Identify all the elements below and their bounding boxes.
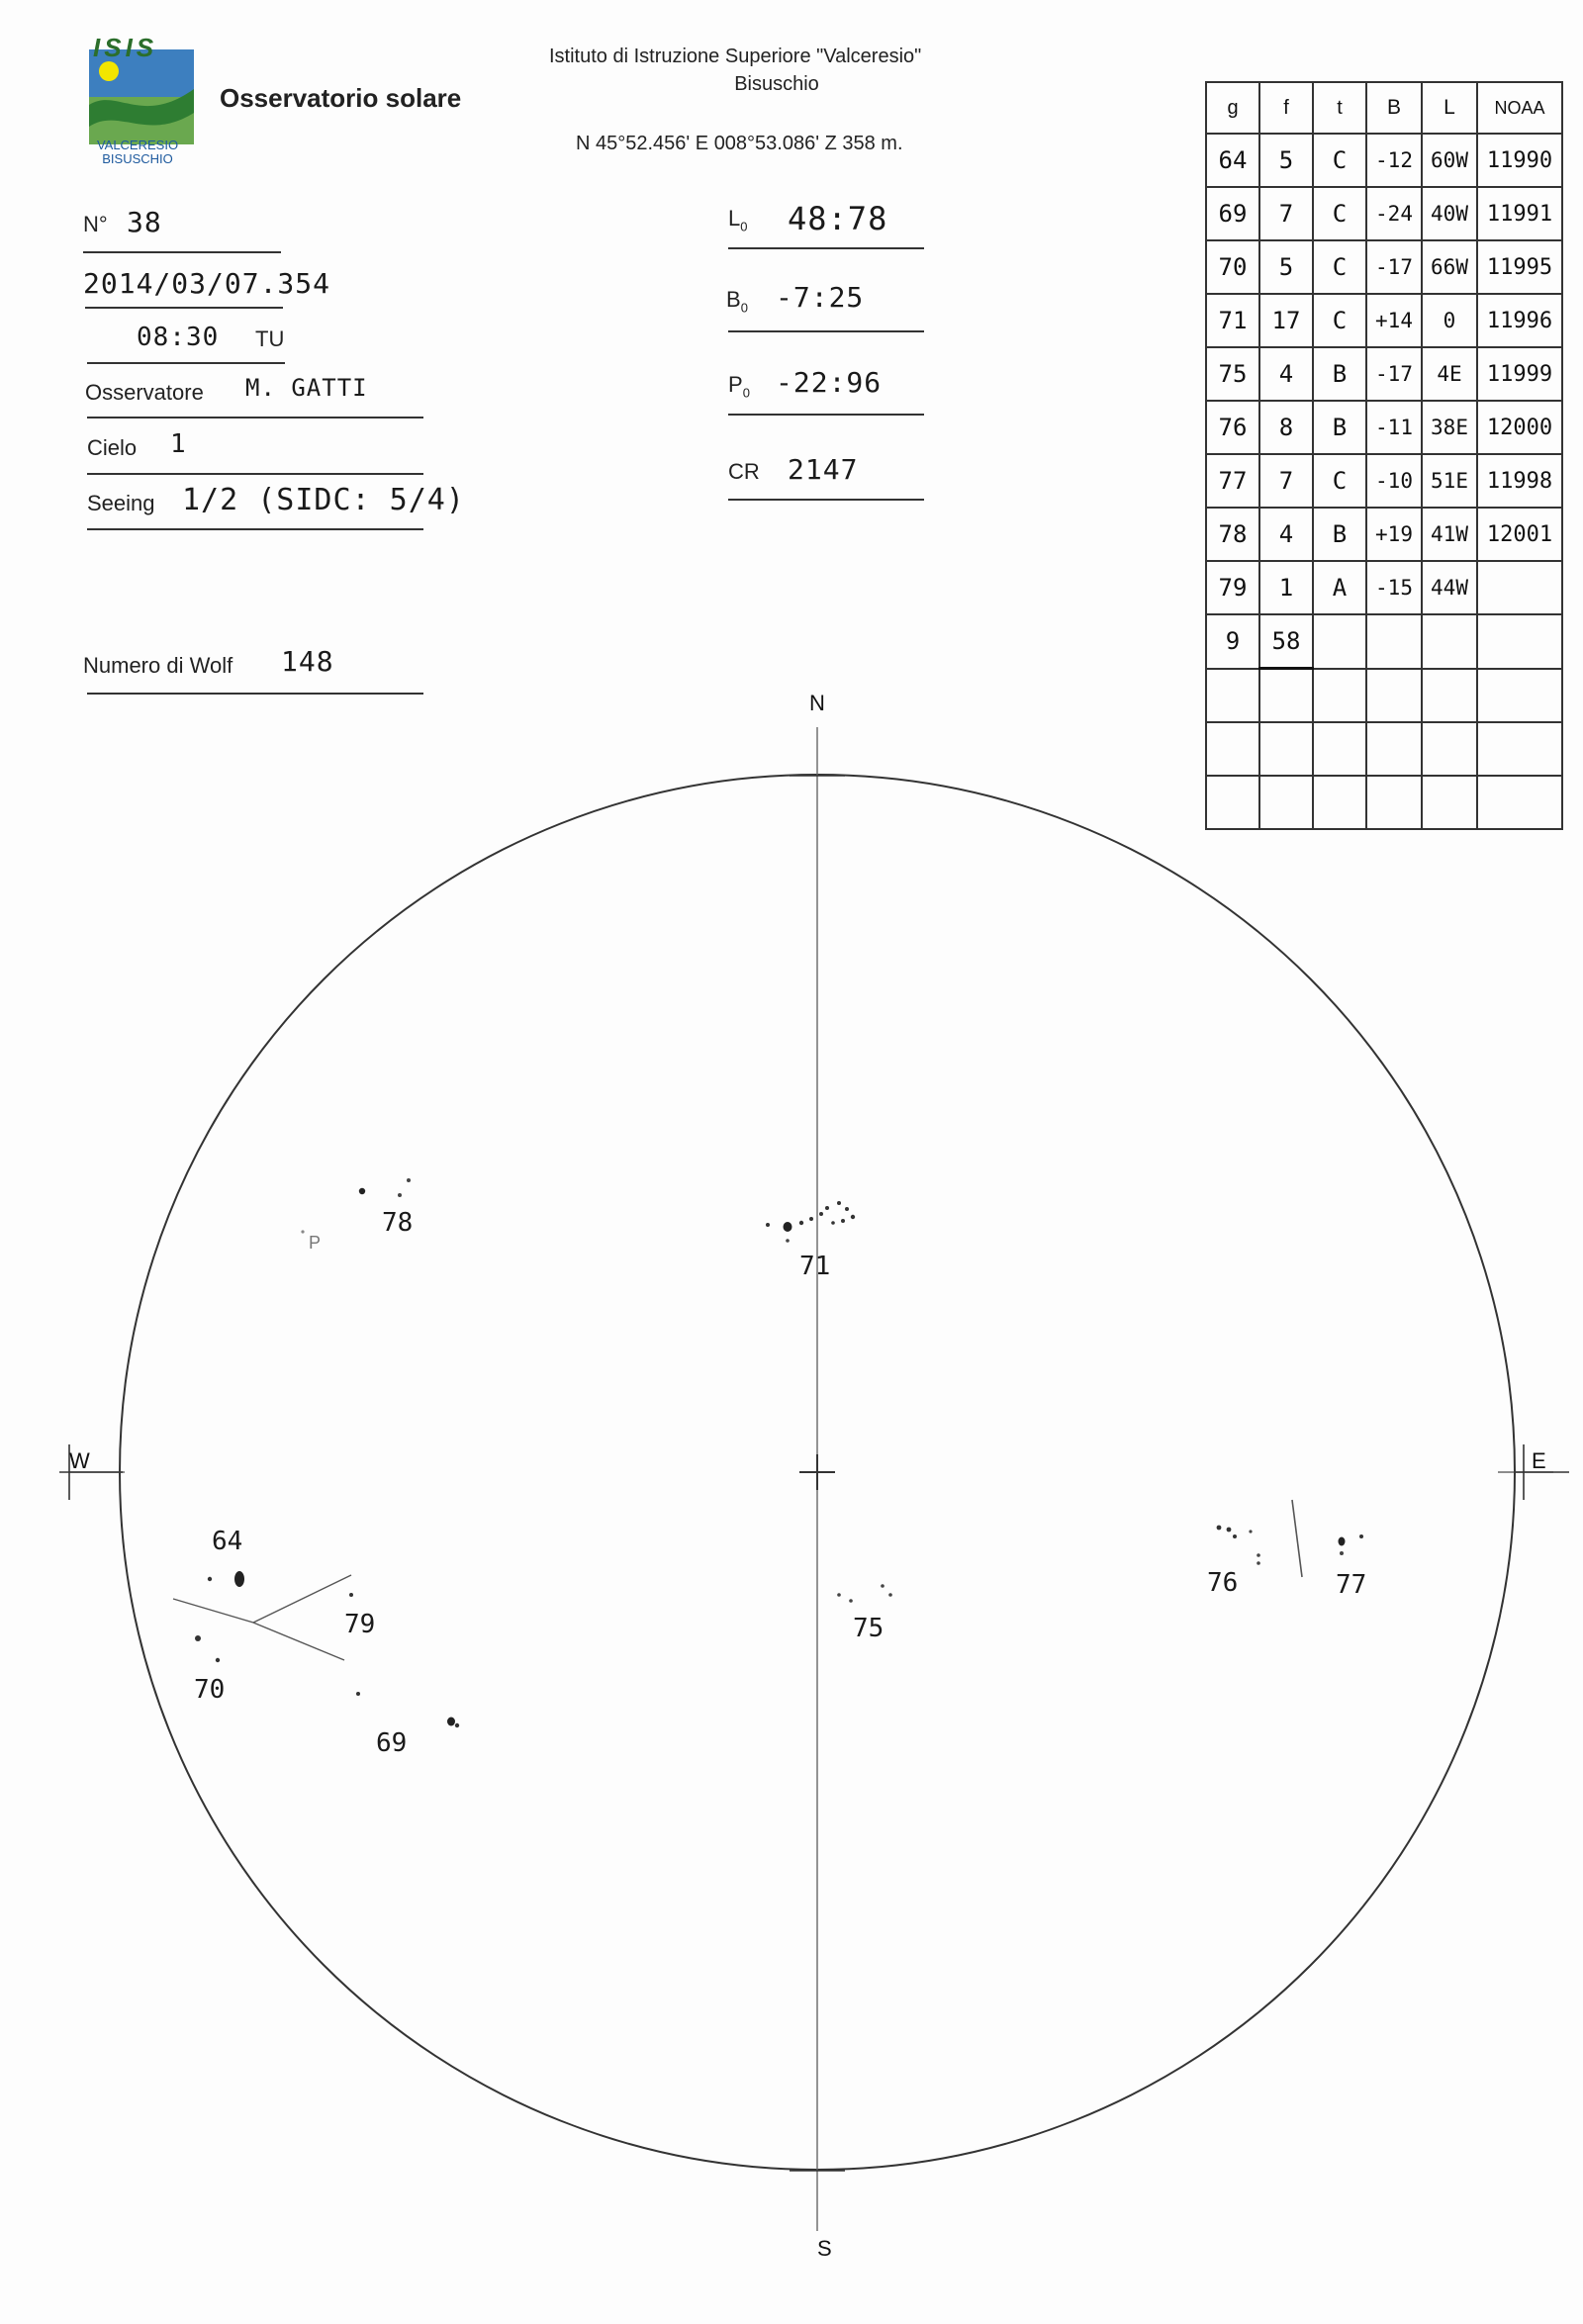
spot <box>825 1206 829 1210</box>
wolf-number-label: Numero di Wolf <box>83 653 233 678</box>
carrington-rotation-value: 2147 <box>788 453 859 486</box>
sunspot-group-69 <box>356 1692 459 1758</box>
spot <box>1340 1551 1344 1555</box>
cell-type: A <box>1313 561 1366 614</box>
spot <box>841 1219 845 1223</box>
cell-noaa: 11995 <box>1477 240 1562 294</box>
header-longitude: L <box>1422 82 1477 134</box>
spot <box>799 1221 803 1225</box>
date-value: 2014/03/07.354 <box>83 267 331 300</box>
p0-label: $P_0$ <box>728 372 750 401</box>
spot <box>195 1635 201 1641</box>
group-label-70: 70 <box>194 1675 226 1705</box>
spot <box>349 1593 353 1597</box>
spot <box>881 1584 885 1588</box>
time-value: 08:30 <box>137 323 220 352</box>
cell-spots: 58 <box>1259 614 1313 669</box>
cell-noaa: 11990 <box>1477 134 1562 187</box>
spot <box>407 1178 411 1182</box>
cell-spots: 7 <box>1259 187 1313 240</box>
spot <box>1227 1528 1232 1533</box>
logo-caption-line2: BISUSCHIO <box>102 151 173 166</box>
cell-longitude: 66W <box>1422 240 1477 294</box>
l0-value: 48:78 <box>788 200 888 237</box>
spot <box>234 1571 244 1587</box>
cell-latitude: +14 <box>1366 294 1422 347</box>
sky-label: Cielo <box>87 435 138 460</box>
cell-group: 9 <box>1206 614 1259 669</box>
cell-type: B <box>1313 347 1366 401</box>
cell-longitude: 51E <box>1422 454 1477 508</box>
sunspot-group-78 <box>301 1178 413 1238</box>
spot <box>766 1223 770 1227</box>
cell-spots: 4 <box>1259 347 1313 401</box>
carrington-rotation-label: CR <box>728 459 760 484</box>
annotation-line <box>253 1623 344 1660</box>
cell-spots: 7 <box>1259 454 1313 508</box>
sunspot-group-70 <box>194 1635 225 1705</box>
cell-type: C <box>1313 187 1366 240</box>
spot <box>359 1188 365 1194</box>
spot <box>851 1215 855 1219</box>
sunspot-group-77 <box>1336 1534 1366 1600</box>
group-label-75: 75 <box>853 1614 885 1643</box>
group-separator-line <box>1292 1500 1302 1577</box>
spot <box>1257 1561 1260 1565</box>
seeing-value: 1/2 (SIDC: 5/4) <box>182 483 465 517</box>
observatory-title: Osservatorio solare <box>220 83 462 113</box>
cell-type: B <box>1313 401 1366 454</box>
sunspot-group-76 <box>1207 1526 1260 1598</box>
cell-latitude: -24 <box>1366 187 1422 240</box>
spot <box>398 1193 402 1197</box>
cell-spots: 8 <box>1259 401 1313 454</box>
cell-longitude: 44W <box>1422 561 1477 614</box>
group-label-76: 76 <box>1207 1568 1239 1598</box>
header-noaa: NOAA <box>1477 82 1562 134</box>
spot <box>1359 1534 1363 1538</box>
wolf-number-value: 148 <box>281 645 334 678</box>
sunspot-group-75 <box>837 1584 892 1643</box>
cell-type: C <box>1313 454 1366 508</box>
south-label: S <box>817 2236 832 2261</box>
cell-latitude: -17 <box>1366 240 1422 294</box>
pole-mark-label: P <box>309 1233 322 1253</box>
west-label: W <box>69 1448 90 1473</box>
time-unit: TU <box>255 326 285 351</box>
spot <box>1233 1534 1237 1538</box>
cell-spots: 4 <box>1259 508 1313 561</box>
number-value: 38 <box>127 206 162 238</box>
cell-group: 64 <box>1206 134 1259 187</box>
spot <box>809 1217 813 1221</box>
spot <box>216 1658 220 1662</box>
cell-noaa: 11999 <box>1477 347 1562 401</box>
cell-type: B <box>1313 508 1366 561</box>
sunspot-group-64 <box>208 1527 244 1587</box>
cell-group: 71 <box>1206 294 1259 347</box>
header-group: g <box>1206 82 1259 134</box>
cell-group: 70 <box>1206 240 1259 294</box>
p0-subscript: 0 <box>742 385 750 401</box>
seeing-label: Seeing <box>87 491 155 515</box>
group-79-annotation-lines <box>173 1575 351 1660</box>
spot <box>837 1593 841 1597</box>
logo-text: ISIS <box>93 33 158 62</box>
cell-group: 77 <box>1206 454 1259 508</box>
cell-group: 79 <box>1206 561 1259 614</box>
group-label-64: 64 <box>212 1527 243 1556</box>
cell-group: 78 <box>1206 508 1259 561</box>
cell-longitude: 41W <box>1422 508 1477 561</box>
spot <box>301 1230 304 1233</box>
cell-latitude: -17 <box>1366 347 1422 401</box>
cell-spots: 5 <box>1259 134 1313 187</box>
cell-latitude: -10 <box>1366 454 1422 508</box>
north-label: N <box>809 691 825 715</box>
group-label-71: 71 <box>799 1252 831 1281</box>
institute-name: Istituto di Istruzione Superiore "Valceresio" <box>549 46 922 67</box>
header-spots: f <box>1259 82 1313 134</box>
cell-longitude: 38E <box>1422 401 1477 454</box>
cell-noaa: 12000 <box>1477 401 1562 454</box>
cell-group: 76 <box>1206 401 1259 454</box>
spot <box>1217 1526 1222 1531</box>
header-latitude: B <box>1366 82 1422 134</box>
b0-value: -7:25 <box>776 281 865 314</box>
group-label-78: 78 <box>382 1208 414 1238</box>
b0-subscript: 0 <box>740 300 748 316</box>
observer-label: Osservatore <box>85 380 204 405</box>
cell-spots: 1 <box>1259 561 1313 614</box>
spot <box>888 1593 892 1597</box>
cell-latitude: -12 <box>1366 134 1422 187</box>
spot <box>849 1599 853 1603</box>
group-label-79: 79 <box>344 1610 376 1639</box>
p0-value: -22:96 <box>776 366 883 399</box>
spot <box>1249 1530 1252 1533</box>
cell-group: 75 <box>1206 347 1259 401</box>
spot <box>1257 1553 1260 1557</box>
header-type: t <box>1313 82 1366 134</box>
cell-longitude: 0 <box>1422 294 1477 347</box>
spot <box>831 1221 835 1225</box>
logo-caption-line1: VALCERESIO <box>96 138 179 152</box>
observatory-coordinates: N 45°52.456' E 008°53.086' Z 358 m. <box>576 133 903 154</box>
east-label: E <box>1532 1448 1546 1473</box>
cell-longitude: 4E <box>1422 347 1477 401</box>
number-label: N° <box>83 212 108 236</box>
spot <box>845 1207 849 1211</box>
spot <box>356 1692 360 1696</box>
group-label-69: 69 <box>376 1728 408 1758</box>
cell-longitude: 60W <box>1422 134 1477 187</box>
spot <box>837 1201 841 1205</box>
cell-latitude: -11 <box>1366 401 1422 454</box>
annotation-line <box>253 1575 351 1623</box>
cell-type: C <box>1313 134 1366 187</box>
spot <box>208 1577 212 1581</box>
cell-longitude: 40W <box>1422 187 1477 240</box>
spot <box>819 1212 823 1216</box>
cell-type: C <box>1313 294 1366 347</box>
spot <box>784 1222 792 1232</box>
l0-label: $L_0$ <box>728 206 748 234</box>
cell-spots: 17 <box>1259 294 1313 347</box>
l0-subscript: 0 <box>740 219 748 234</box>
spot <box>786 1239 790 1243</box>
cell-noaa: 12001 <box>1477 508 1562 561</box>
spot <box>455 1723 459 1727</box>
cell-noaa: 11998 <box>1477 454 1562 508</box>
spot <box>447 1718 455 1726</box>
group-label-77: 77 <box>1336 1570 1367 1600</box>
cell-spots: 5 <box>1259 240 1313 294</box>
sky-value: 1 <box>170 429 187 459</box>
observer-value: M. GATTI <box>245 374 368 402</box>
cell-latitude: +19 <box>1366 508 1422 561</box>
cell-type: C <box>1313 240 1366 294</box>
sunspot-group-71 <box>766 1201 855 1281</box>
cell-group: 69 <box>1206 187 1259 240</box>
spot <box>1339 1537 1346 1546</box>
institute-town: Bisuschio <box>734 73 819 95</box>
annotation-line <box>173 1599 253 1623</box>
b0-label: $B_0$ <box>726 287 748 316</box>
cell-noaa: 11991 <box>1477 187 1562 240</box>
cell-noaa: 11996 <box>1477 294 1562 347</box>
sunspot-group-79 <box>344 1593 375 1639</box>
cell-latitude: -15 <box>1366 561 1422 614</box>
